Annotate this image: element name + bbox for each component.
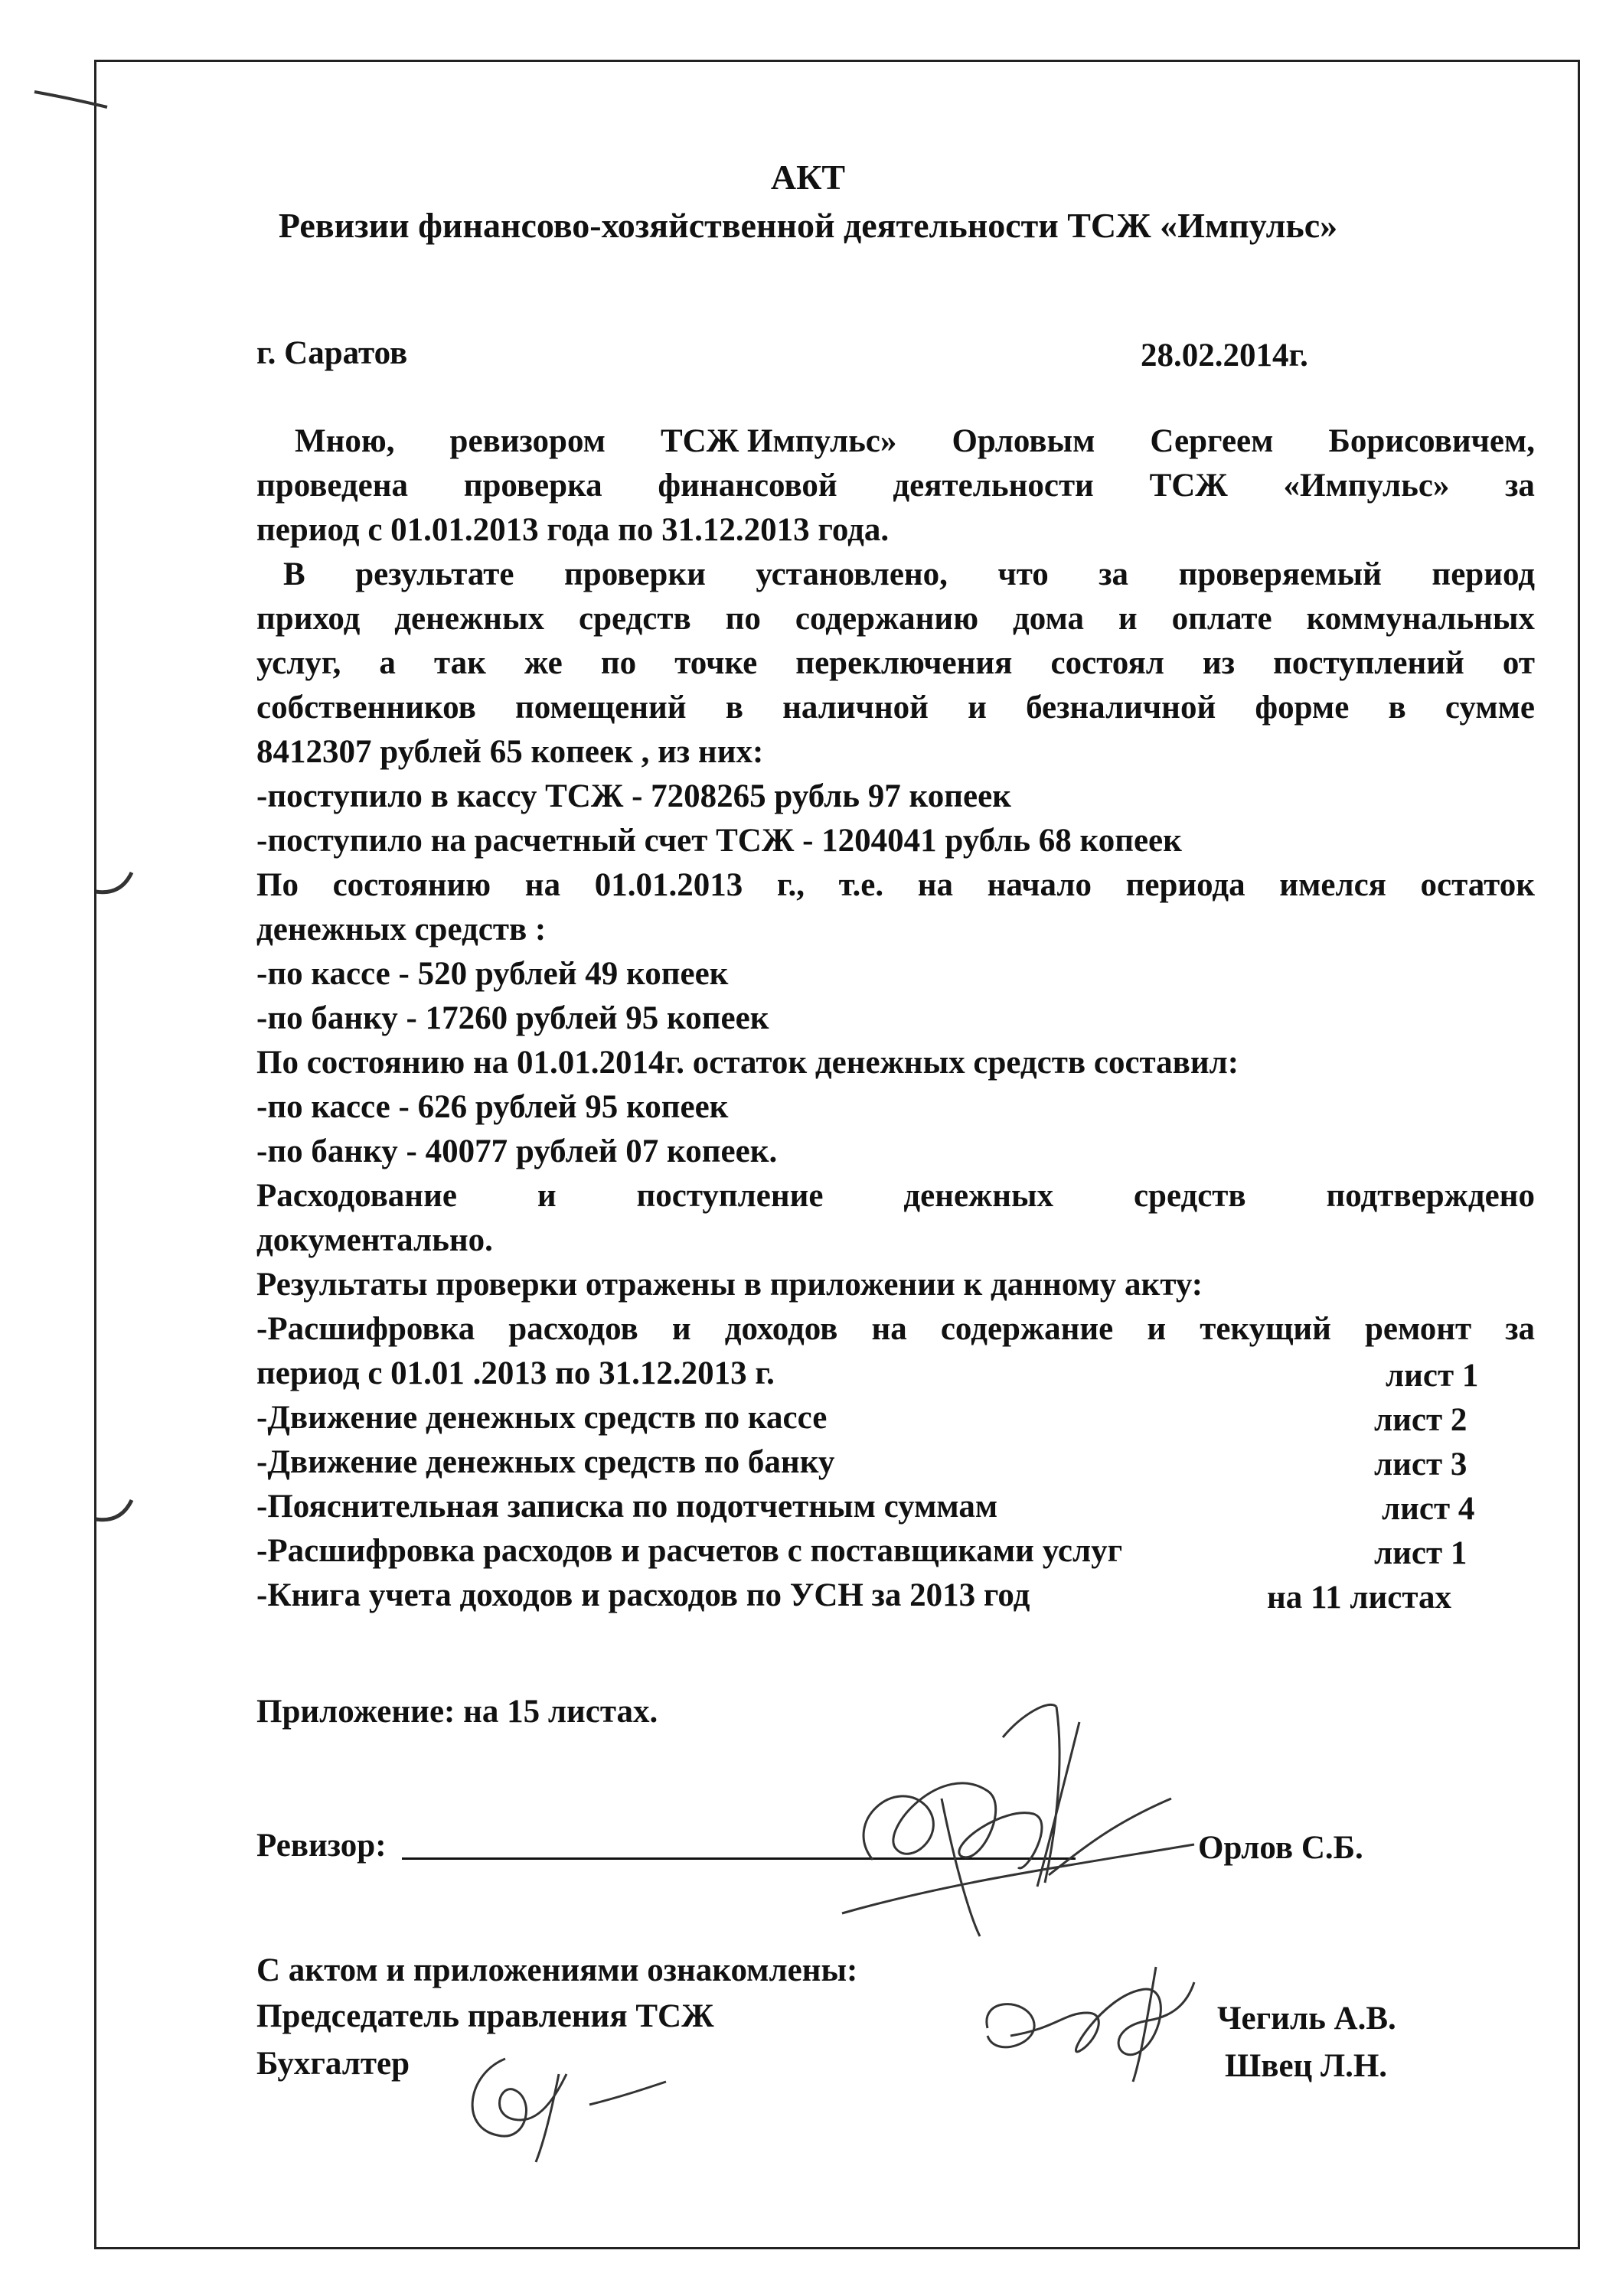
word: за (1505, 468, 1535, 504)
start-kassa-balance: -по кассе - 520 рублей 49 копеек (256, 956, 729, 992)
word: средств (1133, 1178, 1246, 1214)
word: проведена (256, 468, 408, 504)
word: за (1505, 1311, 1535, 1347)
paragraph-line: документально. (256, 1222, 493, 1258)
word: помещений (514, 690, 687, 726)
word: расходов (508, 1311, 638, 1347)
word: установлено, (756, 556, 948, 592)
paragraph-line (256, 869, 1535, 902)
word: В (283, 556, 305, 592)
word: сумме (1445, 690, 1535, 726)
paragraph-line (256, 1179, 1535, 1212)
end-balance-intro: По состоянию на 01.01.2014г. остаток денежных средств составил: (256, 1045, 1239, 1081)
paragraph-line: период с 01.01.2013 года по 31.12.2013 года. (256, 512, 890, 548)
word: дома (1013, 601, 1084, 637)
auditor-signature (827, 1691, 1210, 1944)
end-bank-balance: -по банку - 40077 рублей 07 копеек. (256, 1133, 778, 1169)
accountant-label: Бухгалтер (256, 2046, 410, 2082)
word: так (434, 645, 486, 681)
bank-income: -поступило на расчетный счет ТСЖ - 1204041 рубль 68 копеек (256, 823, 1182, 859)
word: поступлений (1273, 645, 1464, 681)
word: средств (578, 601, 691, 637)
word: проверяемый (1178, 556, 1382, 592)
word: периода (1125, 867, 1245, 903)
paragraph-line (295, 425, 1535, 458)
word: и (537, 1178, 557, 1214)
attachment-sheet-count: лист 1 (1386, 1358, 1479, 1394)
word: содержание (940, 1311, 1114, 1347)
word: собственников (256, 690, 476, 726)
total-amount: 8412307 рублей 65 копеек , из них: (256, 734, 764, 770)
word: состоял (1050, 645, 1164, 681)
attachment-label: -Расшифровка расходов и расчетов с поставщиками услуг (256, 1533, 1123, 1569)
word: переключения (795, 645, 1013, 681)
chair-name: Чегиль А.В. (1217, 2001, 1396, 2037)
word: начало (987, 867, 1092, 903)
word: приход (256, 601, 361, 637)
word: денежных (394, 601, 545, 637)
word: за (1099, 556, 1129, 592)
word: что (997, 556, 1049, 592)
paragraph-line (256, 469, 1535, 502)
word: ревизором (449, 423, 606, 459)
word: ТСЖ (1149, 468, 1228, 504)
word: безналичной (1026, 690, 1216, 726)
attachment-sheet-count: лист 3 (1374, 1446, 1467, 1482)
attachment-label: -Пояснительная записка по подотчетным суммам (256, 1489, 998, 1525)
chair-label: Председатель правления ТСЖ (256, 1998, 714, 2034)
acquainted-label: С актом и приложениями ознакомлены: (256, 1952, 858, 1988)
word: в (725, 690, 743, 726)
document-date: 28.02.2014г. (1141, 338, 1308, 373)
word: и (1147, 1311, 1167, 1347)
paragraph-line (256, 691, 1535, 724)
attachment-sheet-count: на 11 листах (1267, 1580, 1452, 1616)
word: Орловым (952, 423, 1095, 459)
word: и (671, 1311, 691, 1347)
attachment-line (256, 1313, 1535, 1345)
word: имелся (1279, 867, 1386, 903)
chair-signature (965, 1936, 1217, 2097)
word: Расходование (256, 1178, 457, 1214)
document-subtitle: Ревизии финансово-хозяйственной деятельности ТСЖ «Импульс» (278, 206, 1338, 245)
paragraph-line (256, 647, 1535, 680)
word: от (1502, 645, 1535, 681)
word: ТСЖ Импульс» (661, 423, 897, 459)
word: поступление (636, 1178, 824, 1214)
accountant-signature (444, 2028, 674, 2166)
word: Борисовичем, (1328, 423, 1535, 459)
punch-hole-mark-bottom (96, 1500, 132, 1520)
word: а (379, 645, 396, 681)
end-kassa-balance: -по кассе - 626 рублей 95 копеек (256, 1089, 729, 1125)
word: Мною, (295, 423, 395, 459)
word: услуг, (256, 645, 341, 681)
paragraph-line (256, 602, 1535, 635)
attachment-label: период с 01.01 .2013 по 31.12.2013 г. (256, 1355, 775, 1391)
word: форме (1255, 690, 1350, 726)
word: остаток (1420, 867, 1535, 903)
word: точке (674, 645, 758, 681)
city: г. Саратов (256, 335, 408, 371)
accountant-name: Швец Л.Н. (1225, 2048, 1388, 2084)
punch-hole-mark-top (96, 872, 132, 892)
attachment-label: -Движение денежных средств по банку (256, 1444, 835, 1480)
paragraph-line (283, 558, 1535, 591)
word: и (1118, 601, 1138, 637)
results-intro: Результаты проверки отражены в приложении к данному акту: (256, 1267, 1203, 1303)
word: ремонт (1365, 1311, 1472, 1347)
word: по (725, 601, 761, 637)
appendix-note: Приложение: на 15 листах. (256, 1694, 658, 1730)
auditor-label: Ревизор: (256, 1828, 387, 1864)
word: 01.01.2013 (594, 867, 743, 903)
word: по (600, 645, 637, 681)
word: состоянию (332, 867, 491, 903)
attachment-sheet-count: лист 4 (1382, 1491, 1475, 1527)
word: на (871, 1311, 907, 1347)
word: «Импульс» (1283, 468, 1450, 504)
word: подтверждено (1326, 1178, 1535, 1214)
word: наличной (782, 690, 929, 726)
word: из (1202, 645, 1235, 681)
attachment-sheet-count: лист 1 (1374, 1535, 1467, 1571)
word: По (256, 867, 299, 903)
start-bank-balance: -по банку - 17260 рублей 95 копеек (256, 1000, 769, 1036)
word: деятельности (893, 468, 1094, 504)
word: результате (355, 556, 514, 592)
word: в (1388, 690, 1406, 726)
auditor-name: Орлов С.Б. (1198, 1830, 1363, 1866)
document-title: АКТ (770, 158, 846, 197)
word: г., (776, 867, 805, 903)
word: и (968, 690, 987, 726)
word: т.е. (838, 867, 884, 903)
word: финансовой (658, 468, 837, 504)
word: период (1432, 556, 1535, 592)
word: содержанию (795, 601, 979, 637)
word: Сергеем (1150, 423, 1274, 459)
paragraph-line: денежных средств : (256, 912, 547, 947)
word: текущий (1200, 1311, 1331, 1347)
attachment-sheet-count: лист 2 (1374, 1402, 1467, 1438)
word: на (524, 867, 561, 903)
attachment-label: -Книга учета доходов и расходов по УСН за 2013 год (256, 1577, 1030, 1613)
word: проверки (564, 556, 706, 592)
word: доходов (724, 1311, 838, 1347)
word: коммунальных (1306, 601, 1535, 637)
attachment-label: -Движение денежных средств по кассе (256, 1400, 828, 1436)
word: денежных (903, 1178, 1054, 1214)
word: оплате (1171, 601, 1272, 637)
word: проверка (463, 468, 602, 504)
word: -Расшифровка (256, 1311, 475, 1347)
kassa-income: -поступило в кассу ТСЖ - 7208265 рубль 97 копеек (256, 778, 1011, 814)
word: на (917, 867, 954, 903)
staple-mark (34, 92, 107, 107)
word: же (524, 645, 563, 681)
